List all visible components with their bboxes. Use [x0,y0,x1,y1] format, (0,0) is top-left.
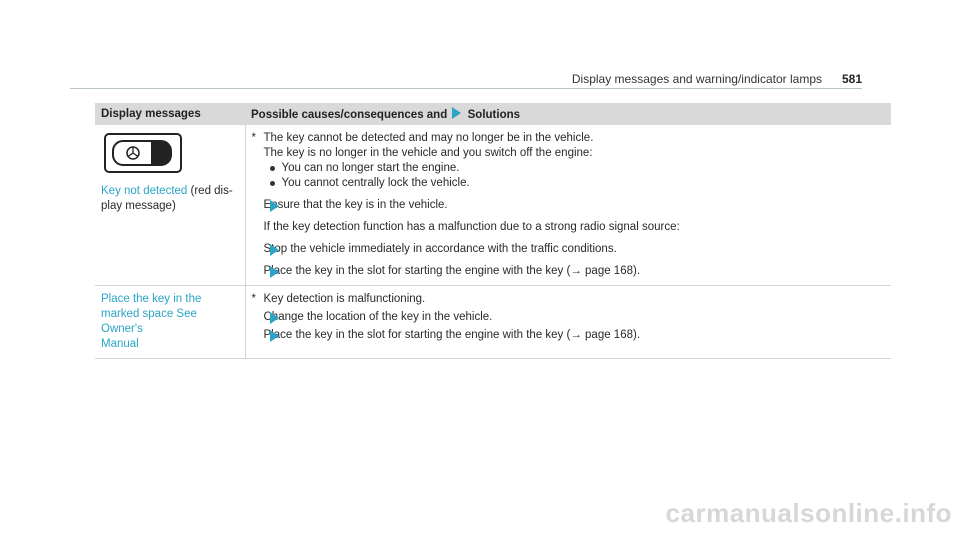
col-header-causes-text: Possible causes/consequences and [251,109,448,121]
causes-cell [245,286,891,359]
table-row [95,286,891,359]
table-row [95,125,891,286]
message-line: Manual [101,338,139,350]
message-cell [95,286,245,359]
footnote-star: * [251,293,256,305]
action-item [252,328,886,343]
footnote-star: * [251,132,256,144]
cause-line [252,131,886,146]
page-header [70,72,862,89]
action-text: Place the key in the slot for starting the engine with the key (→ page 168). [263,329,641,341]
key-fob-icon [104,133,239,176]
table-header-row [95,103,891,125]
causes-cell [245,125,891,286]
action-item [252,198,886,213]
action-item [252,242,886,257]
watermark: carmanualsonline.info [665,498,952,528]
action-text: Stop the vehicle immediately in accordance with the traffic conditions. [263,243,617,255]
action-arrow-icon [270,200,279,212]
cause-line: The key is no longer in the vehicle and you switch off the engine: [263,147,593,159]
cause-line [252,292,886,307]
message-key-not-detected: Key not detected [101,185,188,197]
message-text [101,184,239,199]
col-header-messages: Display messages [95,103,245,125]
list-item: You can no longer start the engine. [264,161,886,176]
display-messages-table [95,103,891,359]
message-line: marked space See Owner's [101,308,197,335]
col-header-solutions-text: Solutions [467,109,521,121]
message-suffix: (red dis- [187,185,233,197]
action-item [252,310,886,325]
action-item [252,264,886,279]
action-text: Place the key in the slot for starting the engine with the key (→ page 168). [263,265,641,277]
message-line: Place the key in the [101,293,202,305]
action-arrow-icon [270,330,279,342]
solution-arrow-icon [452,107,461,119]
header-title: Display messages and warning/indicator lamps [571,72,822,86]
page-number: 581 [841,72,862,86]
cause-line: If the key detection function has a malfunction due to a strong radio signal source: [263,221,680,233]
message-cell [95,125,245,286]
action-arrow-icon [270,312,279,324]
action-arrow-icon [270,244,279,256]
cause-text: Key detection is malfunctioning. [263,293,426,305]
message-line2: play message) [101,200,176,212]
cause-text: The key cannot be detected and may no longer be in the vehicle. [263,132,594,144]
action-text: Ensure that the key is in the vehicle. [263,199,448,211]
list-item: You cannot centrally lock the vehicle. [264,176,886,191]
col-header-causes [245,103,891,125]
action-text: Change the location of the key in the vehicle. [263,311,493,323]
action-arrow-icon [270,266,279,278]
bullet-list [252,161,886,191]
